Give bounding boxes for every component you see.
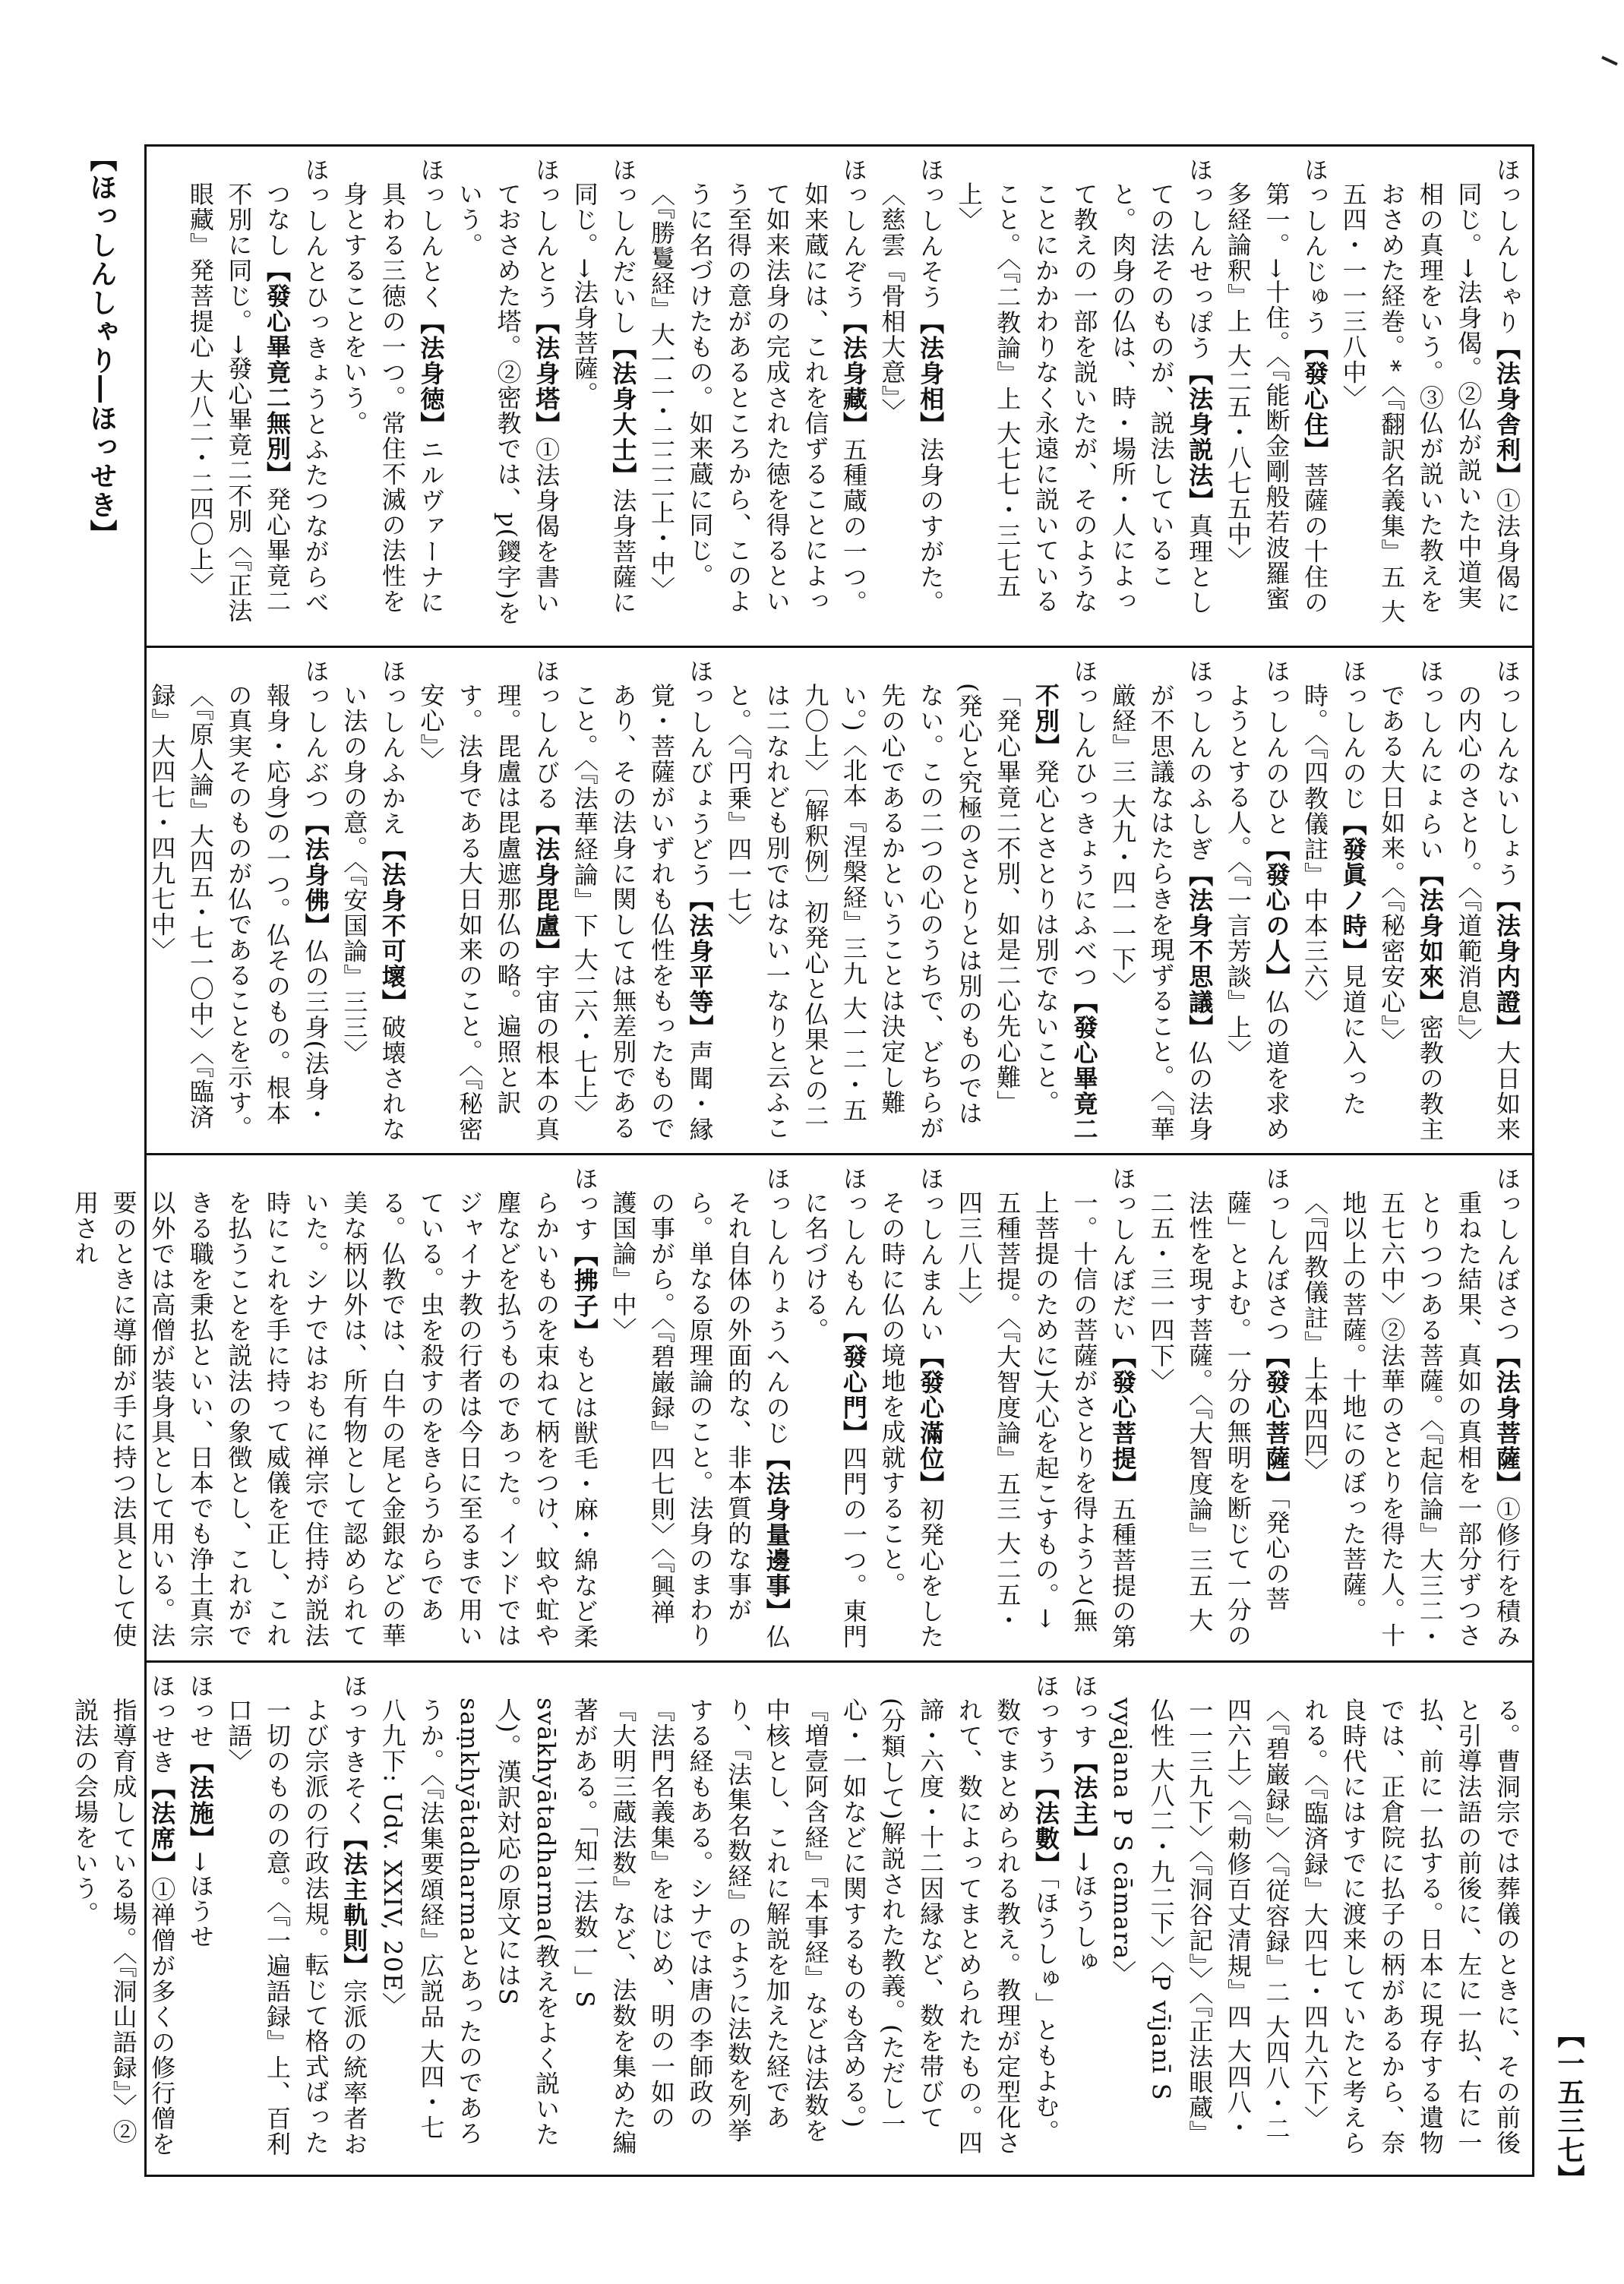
dictionary-entry	[1449, 659, 1526, 1142]
dictionary-entry	[949, 1166, 1142, 1650]
dictionary-entry	[565, 157, 642, 635]
entry-definition: 発心畢竟二不別に同じ。→發心畢竟二不別〈『正法眼藏』発菩提心 大八二・二四〇上〉	[185, 182, 292, 624]
entry-reading: ほっしんびょうどう	[685, 659, 715, 888]
entry-definition: 宗派の統率者および宗派の行政法規。転じて格式ばった一切のものの意。〈『一遍語録』上、百利口語〉	[224, 1698, 369, 2157]
entry-headword: 【拂子】	[570, 1242, 599, 1344]
entry-headword: 【法身量邊事】	[762, 1445, 791, 1624]
running-head: 【ほっしんしゃり―ほっせき】	[86, 144, 117, 548]
dictionary-entry	[1295, 1166, 1526, 1650]
entry-reading: ほっしんのふしぎ	[1185, 659, 1215, 862]
entry-definition: ニルヴァーナに具わる三徳の一つ。常住不滅の法性を身とすることをいう。	[340, 182, 446, 615]
entry-definition: 法身のすがた。〈慈雲『骨相大意』〉	[877, 182, 946, 615]
entry-reading: ほっしんないしょう	[1493, 659, 1521, 888]
dictionary-entry	[873, 1166, 949, 1650]
dictionary-entry	[373, 1673, 1065, 2162]
scan-mark	[1601, 56, 1618, 66]
dictionary-entry	[335, 157, 450, 635]
dictionary-entry	[1142, 1166, 1295, 1650]
tier-4	[71, 1663, 1526, 2173]
entry-continuation	[1103, 1673, 1526, 2162]
entry-definition: 菩薩の十住の第一。→十住。〈『能断金剛般若波羅蜜多経論釈』上 大二五・八七五中〉	[1223, 182, 1330, 615]
dictionary-entry	[65, 1673, 181, 2162]
entry-headword: 【法身如來】	[1415, 862, 1445, 1015]
entry-reading: ほっしんりょうへんのじ	[762, 1166, 791, 1446]
entry-definition: ①法身偈を書いておさめた塔。②密教では、ꝩ(鑁字)をいう。	[454, 182, 561, 626]
entry-reading: ほっしんだいし	[608, 157, 638, 336]
entry-reading: ほっせ	[185, 1673, 215, 1750]
entry-headword: 【發心門】	[839, 1319, 868, 1446]
entry-reading: ほっしんとく	[416, 157, 446, 310]
dictionary-entry	[796, 1166, 873, 1650]
entry-headword: 【發心の人】	[1262, 836, 1291, 990]
entry-definition: 宇宙の根本の真理。毘盧は毘盧遮那仏の略。遍照と訳す。法身である大日如来のこと。〈『秘密安心』〉	[416, 683, 561, 1142]
entry-headword: 【發心滿位】	[916, 1344, 946, 1497]
dictionary-entry	[65, 1166, 603, 1650]
entry-headword: 【法身平等】	[685, 887, 715, 1041]
entry-headword: 【法身菩薩】	[1493, 1344, 1521, 1497]
dictionary-entry	[220, 1673, 373, 2162]
entry-definition: ①禅僧が多くの修行僧を指導育成している場。〈『洞山語録』〉②説法の会場をいう。	[71, 1698, 177, 2157]
entry-definition: 真理としての法そのものが、説法していること。肉身の仏は、時・場所・人によって教えの一部を説いたが、そのようなことにかかわりなく永遠に説いていること。〈『二教論』上 大七七・三七五上〉	[954, 182, 1215, 615]
entry-reading: ほっしんひっきょうにふべつ	[1070, 659, 1099, 990]
entry-headword: 【發心畢竟二無別】	[263, 257, 292, 487]
entry-definition: 初発心をしたその時に仏の境地を成就すること。	[877, 1190, 946, 1650]
entry-reading: ほっすう	[1031, 1673, 1060, 1775]
entry-definition: 密教の教主である大日如来。〈『秘密安心』〉	[1377, 683, 1445, 1142]
entry-definition: 見道に入った時。〈『四教儀註』中本三六〉	[1300, 683, 1368, 1117]
dictionary-entry	[1334, 157, 1526, 635]
dictionary-entry	[1218, 157, 1334, 635]
entry-definition: 仏の道を求めようとする人。〈『一言芳談』上〉	[1223, 683, 1291, 1142]
entry-headword: 【法席】	[147, 1775, 177, 1877]
entry-headword: 【法身佛】	[301, 811, 330, 939]
entry-definition: 発心とさとりは別でないこと。「発心畢竟二不別、如是二心先心難」(発心と究極のさとりとは別のものではない。この二つの心のうちで、どちらが先の心であるかということは決定し難い。)〈北本『涅槃経』三九 大一二・五九〇上〉〔解釈例〕初発心と仏果との二は二なれども別ではない一なりと云ふこと。〈『円乗』四一七〉	[724, 683, 1060, 1141]
dictionary-entry	[1103, 659, 1218, 1142]
entry-reading: ほっしんせっぽう	[1185, 157, 1215, 361]
dictionary-entry	[873, 157, 949, 635]
entry-headword: 【法主】	[1070, 1749, 1099, 1852]
entry-headword: 【法身不思議】	[1185, 862, 1215, 1041]
entry-reading: ほっしんもん	[839, 1166, 868, 1319]
entry-reading: ほっしんぼだい	[1108, 1166, 1138, 1344]
entry-headword: 【法身説法】	[1185, 361, 1215, 513]
entry-reading: ほっしんとう	[532, 157, 561, 310]
entry-headword: 【法身大士】	[608, 335, 638, 488]
entry-headword: 【法身塔】	[532, 310, 561, 438]
entry-definition: ①修行を積み重ねた結果、真如の真相を一部分ずつさとりつつある菩薩。〈『起信論』大三二・五七六中〉②法華のさとりを得た人。十地以上の菩薩。十地にのぼった菩薩。〈『四教儀註』上本四四〉	[1300, 1190, 1521, 1650]
entry-reading: ほっしんまんい	[916, 1166, 946, 1344]
entry-headword: 【法身藏】	[839, 310, 868, 438]
entry-definition: 法身菩薩に同じ。→法身菩薩。	[570, 182, 638, 615]
entry-headword: 【法身相】	[916, 310, 946, 438]
entry-definition: 仏それ自体の外面的な、非本質的な事がら。単なる原理論のこと。法身のまわりの事がら。〈『碧巌録』四七則〉〈『興禅護国論』中〉	[608, 1190, 791, 1650]
entry-definition: ①法身偈に同じ。→法身偈。②仏が説いた中道実相の真理をいう。③仏が説いた教えをおさめた経巻。*〈『翻訳名義集』五 大五四・一一三八中〉	[1338, 182, 1521, 624]
entry-definition: 五種蔵の一つ。如来蔵には、これを信ずることによって如来法身の完成された徳を得るという至得の意があるところから、このように名づけたもの。如来蔵に同じ。〈『勝鬘経』大一二・二二二上・中〉	[646, 182, 868, 615]
entry-reading: ほっす	[1070, 1673, 1099, 1750]
dictionary-entry	[1065, 1673, 1104, 2162]
entry-headword: 【法身徳】	[416, 310, 446, 438]
dictionary-entry	[719, 659, 1104, 1142]
entry-reading: ほっしんのじ	[1338, 659, 1368, 811]
entry-definition: もとは獣毛・麻・綿など柔らかいものを束ねて柄をつけ、蚊や虻や塵などを払うものであった。インドではジャイナ教の行者は今日に至るまで用いている。虫を殺すのをきらうからである。仏教では、白牛の尾と金銀などの華美な柄以外は、所有物として認められていた。シナではおもに禅宗で住持が説法時にこれを手に持って威儀を正し、これを払うことを説法の象徴とし、これができる職を秉払といい、日本でも浄土真宗以外では高僧が装身具として用いる。法要のときに導師が手に持つ法具として使用され	[71, 1190, 599, 1650]
entry-definition: 四門の一つ。東門に名づける。	[801, 1190, 868, 1650]
entry-reading: ほっしんびる	[532, 659, 561, 811]
entry-reading: ほっしんにょらい	[1415, 659, 1445, 862]
entry-definition: 仏の三身(法身・報身・応身)の一つ。仏そのもの。根本の真実そのものが仏であることを示す。〈『原人論』大四五・七一〇中〉〈『臨済録』大四七・四九七中〉	[147, 683, 330, 1141]
page-number: 【一五三七】	[1553, 2020, 1585, 2194]
dictionary-entry	[1295, 659, 1372, 1142]
entry-definition: →ほうせ	[185, 1851, 215, 1950]
entry-definition: 「発心の菩薩」とよむ。一分の無明を断じて一分の法性を現す菩薩。〈『大智度論』三五 大二五・三一四下〉	[1146, 1190, 1291, 1648]
entry-definition: 五種菩提の第一。十信の菩薩がさとりを得ようと(無上菩提のために)大心を起こすもの。→五種菩提。〈『大智度論』五三 大二五・四三八上〉	[954, 1190, 1138, 1650]
entry-headword: 【法身舎利】	[1493, 335, 1521, 488]
entry-reading: ほっしんじゅう	[1300, 157, 1330, 336]
entry-reading: ほっしんぼさつ	[1262, 1166, 1291, 1344]
dictionary-entry	[1218, 659, 1295, 1142]
entry-headword: 【發心菩薩】	[1262, 1344, 1291, 1497]
tier-1	[154, 147, 1526, 646]
entry-definition: →ほうしゅ	[1070, 1851, 1099, 1975]
entry-headword: 【法身毘盧】	[532, 811, 561, 964]
dictionary-entry	[181, 1673, 220, 2162]
dictionary-entry	[1373, 659, 1449, 1142]
entry-headword: 【發心菩提】	[1108, 1344, 1138, 1497]
entry-reading: ほっしんふかえ	[378, 659, 407, 837]
entry-headword: 【發心畢竟二不別】	[1031, 683, 1099, 1142]
dictionary-entry	[565, 659, 719, 1142]
entry-headword: 【發眞ノ時】	[1338, 811, 1368, 964]
entry-headword: 【法主軌則】	[340, 1826, 369, 1979]
dictionary-entry	[412, 659, 565, 1142]
entry-headword: 【法數】	[1031, 1775, 1060, 1877]
entry-reading: ほっしんぼさつ	[1493, 1166, 1521, 1344]
entry-definition: 仏の法身が不思議なはたらきを現ずること。〈『華厳経』三 大九・四一一下〉	[1108, 683, 1215, 1142]
dictionary-entry	[450, 157, 565, 635]
entry-reading: ほっしんしゃり	[1493, 157, 1521, 336]
entry-reading: ほっす	[570, 1166, 599, 1243]
tier-3	[71, 1155, 1526, 1660]
entry-headword: 【法施】	[185, 1749, 215, 1852]
dictionary-entry	[604, 1166, 796, 1650]
entry-reading: ほっすきそく	[340, 1673, 369, 1826]
entry-reading: ほっしんぞう	[839, 157, 868, 310]
entry-definition: る。曹洞宗では葬儀のときに、その前後と引導法語の前後に、左に一払、右に一払、前に一払する。日本に現存する遺物では、正倉院に払子の柄があるから、奈良時代にはすでに渡来していたと考えられる。〈『臨済録』大四七・四九六下〉〈『碧巌録』〉〈『従容録』二 大四八・二四六上〉〈『勅修百丈清規』四 大四八・一一三九下〉〈『洞谷記』〉〈『正法眼蔵』仏性 大八二・九二下〉〈P vījanī S vyajana P S cāmara〉	[1108, 1698, 1521, 2156]
entry-headword: 【發心住】	[1300, 335, 1330, 463]
entry-reading: ほっしんのひと	[1262, 659, 1291, 837]
entry-reading: ほっしんとひっきょうとふたつながらべつなし	[263, 157, 330, 615]
dictionary-entry	[949, 157, 1218, 635]
entry-headword: 【法身内證】	[1493, 887, 1521, 1041]
dictionary-entry	[335, 659, 412, 1142]
entry-reading: ほっしんぶつ	[301, 659, 330, 811]
entry-definition: 声聞・縁覚・菩薩がいずれも仏性をもったものであり、その法身に関しては無差別であること。〈『法華経論』下 大二六・七上〉	[570, 683, 715, 1142]
entry-definition: 破壊されない法の身の意。〈『安国論』三三〉	[340, 683, 407, 1142]
entry-reading: ほっしんそう	[916, 157, 946, 310]
dictionary-entry	[181, 157, 334, 635]
dictionary-entry	[642, 157, 873, 635]
dictionary-entry	[143, 659, 335, 1142]
tier-2	[147, 648, 1526, 1153]
entry-definition: 大日如来の内心のさとり。〈『道範消息』〉	[1454, 683, 1521, 1142]
entry-reading: ほっせき	[147, 1673, 177, 1775]
entry-headword: 【法身不可壞】	[378, 836, 407, 1015]
entry-definition: 「ほうしゅ」ともよむ。数でまとめられる教え。教理が定型化されて、数によってまとめられたもの。四諦・六度・十二因縁など、数を帯びて(分類して)解説された教義。(ただし一心・一如などに関するものも含める。)『増壹阿含経』『本事経』などは法数を中核とし、これに解説を加えた経であり、『法集名数経』のように法数を列挙する経もある。シナでは唐の李師政の『法門名義集』をはじめ、明の一如の『大明三蔵法数』など、法数を集めた編著がある。「知二法数一」S svākhyātadharma(教えをよく説いた人)。漢訳対応の原文にはS saṃkhyātadharmaとあったのであろうか。〈『法集要頌経』広説品 大四・七八九下: Udv. XXIV, 20E〉	[378, 1698, 1060, 2156]
